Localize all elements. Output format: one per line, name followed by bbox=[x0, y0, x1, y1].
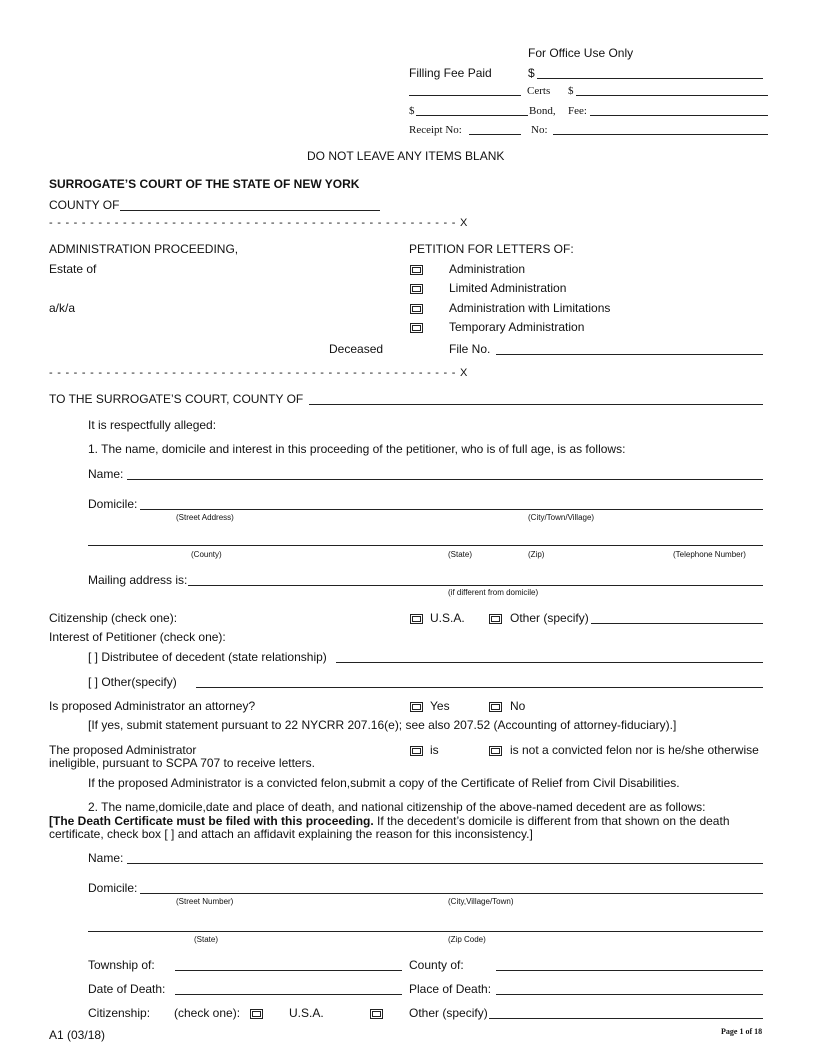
to-court-label: TO THE SURROGATE’S COURT, COUNTY OF bbox=[49, 392, 304, 406]
county-of-label: COUNTY OF bbox=[49, 198, 120, 212]
petitioner-domicile-label: Domicile: bbox=[88, 497, 138, 511]
limited-administration-checkbox[interactable] bbox=[410, 284, 423, 294]
county-field[interactable] bbox=[120, 210, 380, 211]
street-number-caption: (Street Number) bbox=[176, 897, 234, 906]
other-interest-option[interactable]: [ ] Other(specify) bbox=[88, 675, 177, 689]
citizenship-label: Citizenship (check one): bbox=[49, 611, 178, 625]
death-cert-line2: certificate, check box [ ] and attach an affidavit explaining the reason for this inconsistency.] bbox=[49, 827, 533, 841]
telephone-caption: (Telephone Number) bbox=[673, 550, 746, 559]
attorney-yes-checkbox[interactable] bbox=[410, 702, 423, 712]
court-title: SURROGATE’S COURT OF THE STATE OF NEW YORK bbox=[49, 177, 360, 191]
bond-amount-field[interactable] bbox=[416, 115, 528, 116]
death-cert-rest: If the decedent’s domicile is different from that shown on the death bbox=[373, 814, 730, 828]
citizenship-usa-label: U.S.A. bbox=[430, 611, 465, 625]
caption-divider-top: - - - - - - - - - - - - - - - - - - - - - - - - - - - - - - - - - - - - - - - - - - - - - - - - - - X bbox=[49, 217, 469, 229]
filling-fee-label: Filling Fee Paid bbox=[409, 66, 492, 80]
certs-dollar: $ bbox=[568, 85, 574, 97]
decedent-domicile-field[interactable] bbox=[140, 893, 763, 894]
alleged-text: It is respectfully alleged: bbox=[88, 418, 217, 432]
interest-label: Interest of Petitioner (check one): bbox=[49, 630, 226, 644]
dollar-sign: $ bbox=[528, 66, 535, 80]
bond-dollar: $ bbox=[409, 105, 415, 117]
death-cert-bold: [The Death Certificate must be filed with this proceeding. bbox=[49, 814, 374, 828]
decedent-domicile-label: Domicile: bbox=[88, 881, 138, 895]
township-label: Township of: bbox=[88, 958, 155, 972]
no-label: No: bbox=[531, 124, 548, 136]
decedent-county-field[interactable] bbox=[496, 970, 763, 971]
decedent-usa-checkbox[interactable] bbox=[250, 1009, 263, 1019]
felon-note: If the proposed Administrator is a convicted felon,submit a copy of the Certificate of Relief from Civil Disabilities. bbox=[88, 776, 680, 790]
fee-field[interactable] bbox=[590, 115, 768, 116]
file-no-field[interactable] bbox=[496, 354, 763, 355]
estate-of-label: Estate of bbox=[49, 262, 97, 276]
check-one-label: (check one): bbox=[174, 1006, 241, 1020]
page-number: Page 1 of 18 bbox=[721, 1027, 763, 1036]
decedent-other-checkbox[interactable] bbox=[370, 1009, 383, 1019]
date-of-death-field[interactable] bbox=[175, 994, 402, 995]
mailing-address-field[interactable] bbox=[188, 585, 763, 586]
city-town-village-caption: (City/Town/Village) bbox=[528, 513, 595, 522]
felon-is-not-checkbox[interactable] bbox=[489, 746, 502, 756]
citizenship-other-field[interactable] bbox=[591, 623, 763, 624]
other-interest-field[interactable] bbox=[196, 687, 763, 688]
petitioner-domicile-field[interactable] bbox=[140, 509, 763, 510]
attorney-no-label: No bbox=[510, 699, 526, 713]
decedent-county-label: County of: bbox=[409, 958, 464, 972]
citizenship-other-checkbox[interactable] bbox=[489, 614, 502, 624]
decedent-state-line[interactable] bbox=[88, 931, 763, 932]
felon-is-checkbox[interactable] bbox=[410, 746, 423, 756]
petitioner-name-label: Name: bbox=[88, 467, 124, 481]
if-different-caption: (if different from domicile) bbox=[448, 588, 539, 597]
distributee-relationship-field[interactable] bbox=[336, 662, 763, 663]
distributee-option[interactable]: [ ] Distributee of decedent (state relationship) bbox=[88, 650, 327, 664]
notice: DO NOT LEAVE ANY ITEMS BLANK bbox=[307, 149, 505, 163]
bond-label: Bond, bbox=[529, 105, 556, 117]
petitioner-county-line[interactable] bbox=[88, 545, 763, 546]
death-cert-note bbox=[49, 815, 730, 827]
caption-divider-bottom: - - - - - - - - - - - - - - - - - - - - - - - - - - - - - - - - - - - - - - - - - - - - - - - - - - X bbox=[49, 367, 469, 379]
decedent-usa-label: U.S.A. bbox=[289, 1006, 324, 1020]
state2-caption: (State) bbox=[194, 935, 219, 944]
place-of-death-label: Place of Death: bbox=[409, 982, 492, 996]
proposed-admin-label: The proposed Administrator bbox=[49, 743, 197, 757]
decedent-other-field[interactable] bbox=[489, 1018, 763, 1019]
temporary-administration-checkbox[interactable] bbox=[410, 323, 423, 333]
administration-checkbox[interactable] bbox=[410, 265, 423, 275]
zip-caption: (Zip) bbox=[528, 550, 545, 559]
filling-fee-field[interactable] bbox=[537, 78, 763, 79]
to-court-county-field[interactable] bbox=[309, 404, 763, 405]
certs-label: Certs bbox=[527, 85, 551, 97]
mailing-address-label: Mailing address is: bbox=[88, 573, 188, 587]
item1-text: 1. The name, domicile and interest in this proceeding of the petitioner, who is of full age, is as follows: bbox=[88, 442, 626, 456]
city-village-town-caption: (City,Village/Town) bbox=[448, 897, 514, 906]
decedent-other-label: Other (specify) bbox=[409, 1006, 488, 1020]
attorney-yes-label: Yes bbox=[430, 699, 450, 713]
certs-field[interactable] bbox=[576, 95, 768, 96]
certs-amount-field[interactable] bbox=[409, 95, 521, 96]
receipt-no-label: Receipt No: bbox=[409, 124, 462, 136]
street-address-caption: (Street Address) bbox=[176, 513, 234, 522]
decedent-name-field[interactable] bbox=[127, 863, 763, 864]
decedent-citizenship-label: Citizenship: bbox=[88, 1006, 151, 1020]
ineligible-text: ineligible, pursuant to SCPA 707 to receive letters. bbox=[49, 756, 315, 770]
form-id: A1 (03/18) bbox=[49, 1028, 106, 1042]
temporary-administration-option: Temporary Administration bbox=[449, 320, 585, 334]
deceased-label: Deceased bbox=[329, 342, 384, 356]
aka-label: a/k/a bbox=[49, 301, 76, 315]
state-caption: (State) bbox=[448, 550, 473, 559]
administration-with-limitations-option: Administration with Limitations bbox=[449, 301, 611, 315]
attorney-note: [If yes, submit statement pursuant to 22 NYCRR 207.16(e); see also 207.52 (Accounting of attorney-fiduciary).] bbox=[88, 718, 677, 732]
no-field[interactable] bbox=[553, 134, 768, 135]
attorney-question: Is proposed Administrator an attorney? bbox=[49, 699, 256, 713]
limited-administration-option: Limited Administration bbox=[449, 281, 567, 295]
petition-for-label: PETITION FOR LETTERS OF: bbox=[409, 242, 574, 256]
receipt-no-field[interactable] bbox=[469, 134, 521, 135]
petitioner-name-field[interactable] bbox=[127, 479, 763, 480]
felon-is-not-label: is not a convicted felon nor is he/she otherwise bbox=[510, 743, 759, 757]
administration-with-limitations-checkbox[interactable] bbox=[410, 304, 423, 314]
zip-code-caption: (Zip Code) bbox=[448, 935, 486, 944]
citizenship-other-label: Other (specify) bbox=[510, 611, 589, 625]
file-no-label: File No. bbox=[449, 342, 491, 356]
administration-proceeding: ADMINISTRATION PROCEEDING, bbox=[49, 242, 239, 256]
decedent-name-label: Name: bbox=[88, 851, 124, 865]
felon-is-label: is bbox=[430, 743, 439, 757]
date-of-death-label: Date of Death: bbox=[88, 982, 166, 996]
citizenship-usa-checkbox[interactable] bbox=[410, 614, 423, 624]
administration-option: Administration bbox=[449, 262, 526, 276]
township-field[interactable] bbox=[175, 970, 402, 971]
county-caption: (County) bbox=[191, 550, 222, 559]
office-use-title: For Office Use Only bbox=[528, 46, 634, 60]
item2-text: 2. The name,domicile,date and place of death, and national citizenship of the above-named decedent are as follows: bbox=[88, 800, 706, 814]
fee-label: Fee: bbox=[568, 105, 587, 117]
attorney-no-checkbox[interactable] bbox=[489, 702, 502, 712]
place-of-death-field[interactable] bbox=[496, 994, 763, 995]
